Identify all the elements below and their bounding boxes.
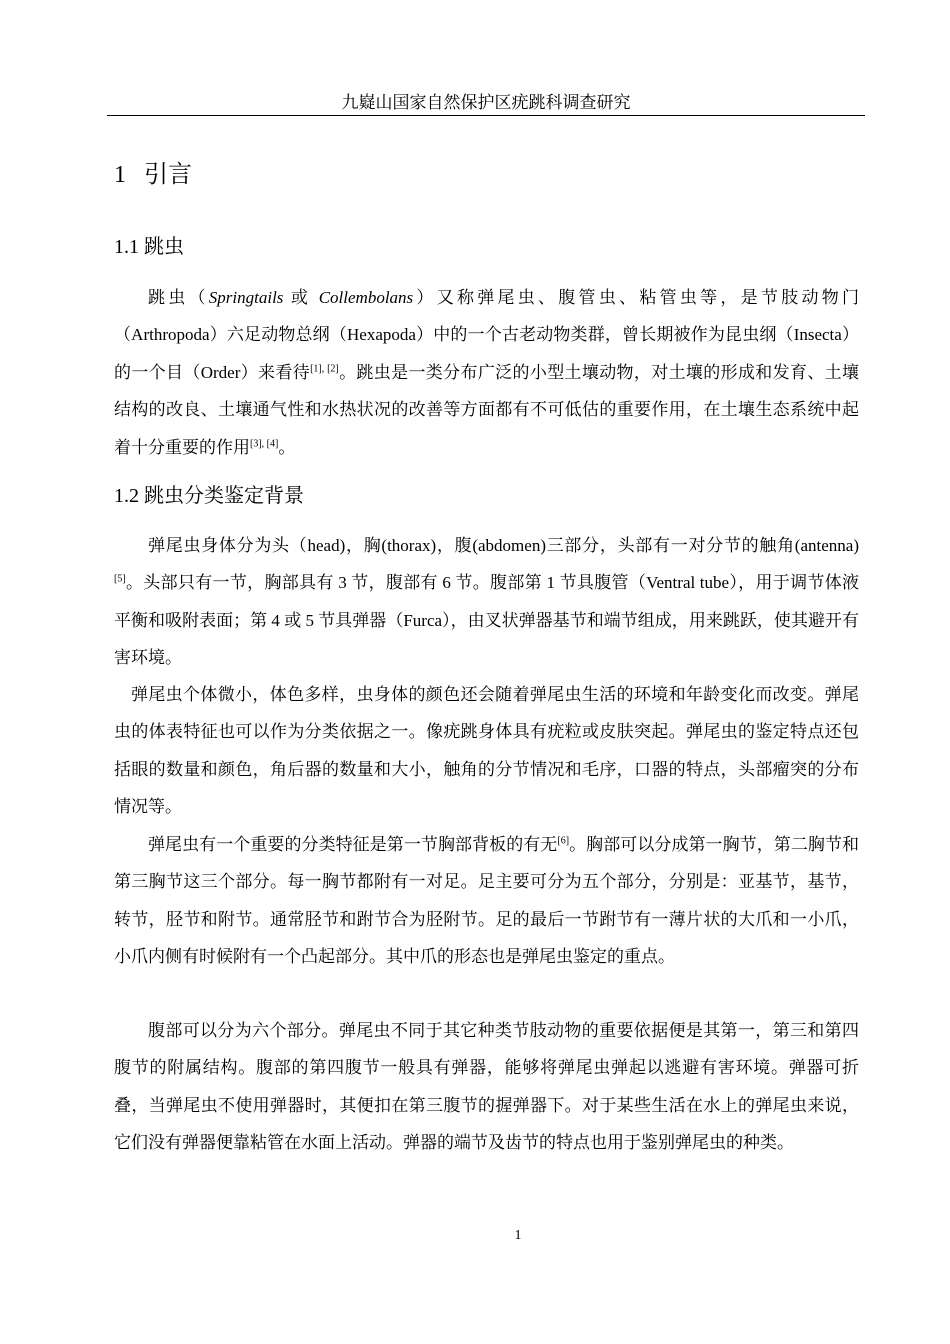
text-run: 。胸部可以分成第一胸节，第二胸节和第三胸节这三个部分。每一胸节都附有一对足。足主要可分为五个部分，分别是：亚基节，基节，转节，胫节和附节。通常胫节和跗节合为胫附节。足的最后一节跗节有一薄片状的大爪和一小爪，小爪内侧有时候附有一个凸起部分。其中爪的形态也是弹尾虫鉴定的重点。	[114, 835, 860, 967]
text-run: 。头部只有一节，胸部具有 3 节，腹部有 6 节。腹部第 1 节具腹管（Ventral tube），用于调节体液平衡和吸附表面；第 4 或 5 节具弹器（Furca），由叉状弹器基节和端节组成，用来跳跃，使其避开有害环境。	[114, 573, 859, 668]
citation-ref: [1], [2]	[310, 363, 339, 375]
text-run: 弹尾虫有一个重要的分类特征是第一节胸部背板的有无	[148, 835, 558, 854]
text-run: 。	[278, 437, 296, 457]
header-rule	[107, 115, 865, 116]
chapter-heading	[114, 159, 192, 191]
section-heading-1-2: 1.2 跳虫分类鉴定背景	[114, 485, 304, 507]
text-run: 或	[283, 288, 319, 307]
text-run: 弹尾虫身体分为头（head)，胸(thorax)，腹(abdomen)三部分，头部有一对分节的触角(antenna)	[148, 536, 859, 555]
chapter-title: 引言	[144, 162, 192, 188]
citation-ref: [5]	[114, 573, 126, 585]
latin-term: Collembolans	[318, 288, 414, 307]
paragraph-5: 腹部可以分为六个部分。弹尾虫不同于其它种类节肢动物的重要依据便是其第一，第三和第四腹节的附属结构。腹部的第四腹节一般具有弹器，能够将弹尾虫弹起以逃避有害环境。弹器可折叠，当弹尾虫不使用弹器时，其便扣在第三腹节的握弹器下。对于某些生活在水上的弹尾虫来说，它们没有弹器便靠粘管在水面上活动。弹器的端节及齿节的特点也用于鉴别弹尾虫的种类。	[114, 1021, 859, 1153]
chapter-number: 1	[114, 162, 126, 188]
paragraph-3: 弹尾虫个体微小，体色多样，虫身体的颜色还会随着弹尾虫生活的环境和年龄变化而改变。弹尾虫的体表特征也可以作为分类依据之一。像疣跳身体具有疣粒或皮肤突起。弹尾虫的鉴定特点还包括眼的数量和颜色，角后器的数量和大小，触角的分节情况和毛序，口器的特点，头部瘤突的分布情况等。	[114, 685, 859, 817]
page-number: 1	[514, 1228, 522, 1243]
running-header: 九嶷山国家自然保护区疣跳科调查研究	[341, 93, 631, 112]
citation-ref: [6]	[557, 835, 570, 847]
paragraph-4	[114, 826, 859, 976]
latin-term: Springtails	[208, 288, 284, 307]
paragraph-2	[114, 527, 859, 677]
text-run: 。跳虫是一类分布广泛的小型土壤动物，对土壤的形成和发育、土壤结构的改良、土壤通气性和水热状况的改善等方面都有不可低估的重要作用，在土壤生态系统中起着十分重要的作用	[114, 362, 860, 457]
paragraph-1	[114, 279, 859, 466]
text-run: 跳虫（	[148, 288, 209, 307]
section-heading-1-1: 1.1 跳虫	[114, 236, 184, 258]
citation-ref: [3], [4]	[250, 437, 279, 449]
text-run: ）又称弹尾虫、腹管虫、粘管虫等，是节肢动物门（Arthropoda）六足动物总纲（Hexapoda）中的一个古老动物类群，曾长期被作为昆虫纲（Insecta）的一个目（Order）来看待	[114, 288, 860, 382]
